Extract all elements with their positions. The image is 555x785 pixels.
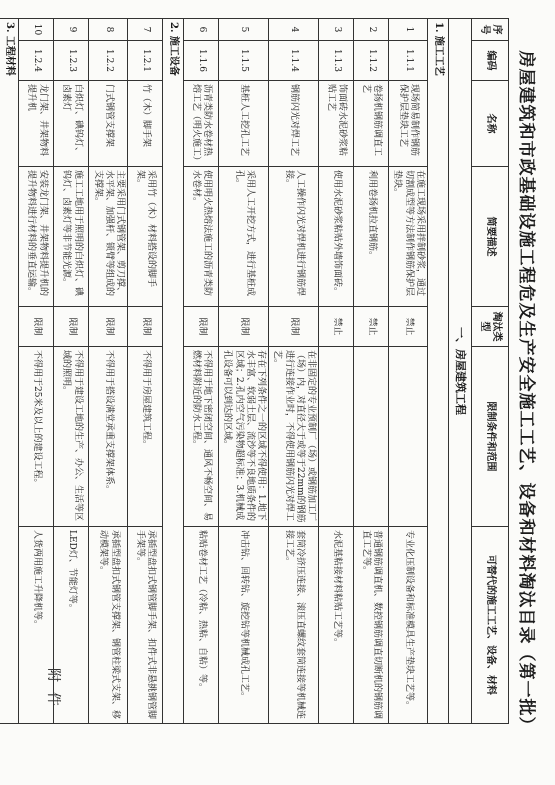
table-row bbox=[319, 19, 354, 724]
attachment-label: 附件 bbox=[45, 668, 61, 716]
cell-seq: 9 bbox=[54, 19, 89, 41]
cell-name: 门式钢管支撑架 bbox=[89, 81, 128, 167]
process-rows bbox=[184, 19, 428, 724]
cell-scope: 不得用于地下密闭空间、通风不畅空间、易燃材料附近的防水工程。 bbox=[184, 347, 219, 527]
cell-desc: 使用水泥砂浆粘贴外墙饰面砖。 bbox=[319, 167, 354, 307]
cell-desc: 安装龙门架、井架物料提升机的提升物料进行材料的垂直运输。 bbox=[19, 167, 54, 307]
cell-type: 限制 bbox=[54, 307, 89, 347]
table-row bbox=[128, 19, 163, 724]
cell-desc: 采用人工开挖方式，进行基桩成孔。 bbox=[219, 167, 269, 307]
cell-scope: 存在下列条件之一的区域不得使用：1.地下水丰富、软弱土层、流沙等不良地质条件的区域；2.孔内空气污染物超标准；3.机械成孔设备可以到达的区域。 bbox=[219, 347, 269, 527]
cell-code: 1.2.2 bbox=[89, 41, 128, 81]
cell-scope bbox=[319, 347, 354, 527]
cell-alt: 承插型盘扣式钢管支撑架、钢管柱梁式支架、移动模架等。 bbox=[89, 527, 128, 724]
table-row bbox=[184, 19, 219, 724]
table-header-row bbox=[472, 19, 509, 724]
cell-type: 限制 bbox=[128, 307, 163, 347]
cell-scope: 不得用于建设工地的生产、办公、生活等区域的照明。 bbox=[54, 347, 89, 527]
header-desc: 简要描述 bbox=[472, 167, 509, 307]
equipment-rows bbox=[19, 19, 163, 724]
table-row bbox=[354, 19, 389, 724]
cell-name: 白炽灯、碘钨灯、卤素灯 bbox=[54, 81, 89, 167]
subsection-title: 2. 施工设备 bbox=[163, 19, 184, 724]
catalog-table bbox=[0, 18, 509, 724]
cell-name: 龙门架、井架物料提升机 bbox=[19, 81, 54, 167]
table-row bbox=[54, 19, 89, 724]
cell-scope bbox=[389, 347, 428, 527]
cell-scope: 在非固定的专业预制厂（场）或钢筋加工厂（场）内，对直径大于或等于22mm的钢筋进行连接作业时，不得使用钢筋闪光对焊工艺。 bbox=[269, 347, 319, 527]
cell-alt: 人货两用施工升降机等。 bbox=[19, 527, 54, 724]
subsection-row bbox=[0, 19, 19, 724]
subsection-row bbox=[428, 19, 449, 724]
cell-alt: 水泥基粘接材料粘贴工艺等。 bbox=[319, 527, 354, 724]
table-row bbox=[389, 19, 428, 724]
cell-desc: 利用卷扬机拉直钢筋。 bbox=[354, 167, 389, 307]
cell-code: 1.1.4 bbox=[269, 41, 319, 81]
cell-code: 1.1.6 bbox=[184, 41, 219, 81]
cell-alt: 冲击钻、回转钻、旋挖钻等机械成孔工艺。 bbox=[219, 527, 269, 724]
cell-seq: 6 bbox=[184, 19, 219, 41]
cell-seq: 8 bbox=[89, 19, 128, 41]
cell-code: 1.1.2 bbox=[354, 41, 389, 81]
cell-desc: 在施工现场采用拌制砂浆，通过切割成型等方法制作钢筋保护层垫块。 bbox=[389, 167, 428, 307]
cell-type: 禁止 bbox=[389, 307, 428, 347]
cell-alt: 普通钢筋调直机、数控钢筋调直切断机的钢筋调直工艺等。 bbox=[354, 527, 389, 724]
cell-alt: 粘贴卷材工艺（冷粘、热粘、自粘）等。 bbox=[184, 527, 219, 724]
cell-scope: 不得用于房屋建筑工程。 bbox=[128, 347, 163, 527]
cell-code: 1.2.4 bbox=[19, 41, 54, 81]
cell-seq: 7 bbox=[128, 19, 163, 41]
cell-code: 1.1.1 bbox=[389, 41, 428, 81]
cell-code: 1.1.3 bbox=[319, 41, 354, 81]
cell-alt: LED灯、节能灯等。 bbox=[54, 527, 89, 724]
cell-seq: 3 bbox=[319, 19, 354, 41]
section-title: 一、房屋建筑工程 bbox=[449, 19, 472, 724]
cell-seq: 10 bbox=[19, 19, 54, 41]
cell-desc: 施工工地用于照明的白炽灯、碘钨灯、卤素灯等非节能光源。 bbox=[54, 167, 89, 307]
cell-code: 1.2.3 bbox=[54, 41, 89, 81]
header-alt: 可替代的施工工艺、设备、材料 bbox=[472, 527, 509, 724]
cell-alt: 套筒冷挤压连接、滚压直螺纹套筒连接等机械连接工艺。 bbox=[269, 527, 319, 724]
cell-alt: 专业化压制设备和标准模具生产垫块工艺等。 bbox=[389, 527, 428, 724]
cell-seq: 5 bbox=[219, 19, 269, 41]
subsection-title: 1. 施工工艺 bbox=[428, 19, 449, 724]
cell-scope: 不得用于搭设满堂承重支撑架体系。 bbox=[89, 347, 128, 527]
cell-type: 限制 bbox=[269, 307, 319, 347]
cell-code: 1.1.5 bbox=[219, 41, 269, 81]
header-type: 淘汰类型 bbox=[472, 307, 509, 347]
cell-type: 限制 bbox=[19, 307, 54, 347]
subsection-row bbox=[163, 19, 184, 724]
table-row bbox=[89, 19, 128, 724]
cell-name: 沥青类防水卷材热熔工艺（明火施工） bbox=[184, 81, 219, 167]
header-seq: 序号 bbox=[472, 19, 509, 41]
header-name: 名称 bbox=[472, 81, 509, 167]
cell-desc: 使用明火热熔法施工的沥青类防水卷材。 bbox=[184, 167, 219, 307]
document-title: 房屋建筑和市政基础设施工程危及生产安全施工工艺、设备和材料淘汰目录（第一批） bbox=[516, 50, 536, 735]
cell-seq: 1 bbox=[389, 19, 428, 41]
cell-name: 基桩人工挖孔工艺 bbox=[219, 81, 269, 167]
cell-name: 现场简易制作钢筋保护层垫块工艺 bbox=[389, 81, 428, 167]
cell-scope: 不得用于25米及以上的建设工程。 bbox=[19, 347, 54, 527]
section-row bbox=[449, 19, 472, 724]
cell-seq: 2 bbox=[354, 19, 389, 41]
table-row bbox=[19, 19, 54, 724]
cell-code: 1.2.1 bbox=[128, 41, 163, 81]
header-code: 编码 bbox=[472, 41, 509, 81]
cell-type: 限制 bbox=[89, 307, 128, 347]
cell-name: 卷扬机钢筋调直工艺 bbox=[354, 81, 389, 167]
subsection-title: 3. 工程材料 bbox=[0, 19, 19, 724]
cell-desc: 采用竹（木）材料搭设的脚手架。 bbox=[128, 167, 163, 307]
cell-seq: 4 bbox=[269, 19, 319, 41]
cell-type: 限制 bbox=[219, 307, 269, 347]
cell-name: 钢筋闪光对焊工艺 bbox=[269, 81, 319, 167]
cell-name: 竹（木）脚手架 bbox=[128, 81, 163, 167]
header-scope: 限制条件和范围 bbox=[472, 347, 509, 527]
cell-type: 禁止 bbox=[354, 307, 389, 347]
table-row bbox=[269, 19, 319, 724]
cell-scope bbox=[354, 347, 389, 527]
table-row bbox=[219, 19, 269, 724]
cell-type: 禁止 bbox=[319, 307, 354, 347]
cell-desc: 主要采用门式钢管架、剪刀撑、水平架、加强杆、锁臂等组成的支撑架。 bbox=[89, 167, 128, 307]
cell-name: 饰面砖水泥砂浆粘贴工艺 bbox=[319, 81, 354, 167]
cell-desc: 人工操作闪光对焊机进行钢筋焊接。 bbox=[269, 167, 319, 307]
cell-alt: 承插型盘扣式钢管脚手架、扣件式非悬挑钢管脚手架等。 bbox=[128, 527, 163, 724]
cell-type: 限制 bbox=[184, 307, 219, 347]
